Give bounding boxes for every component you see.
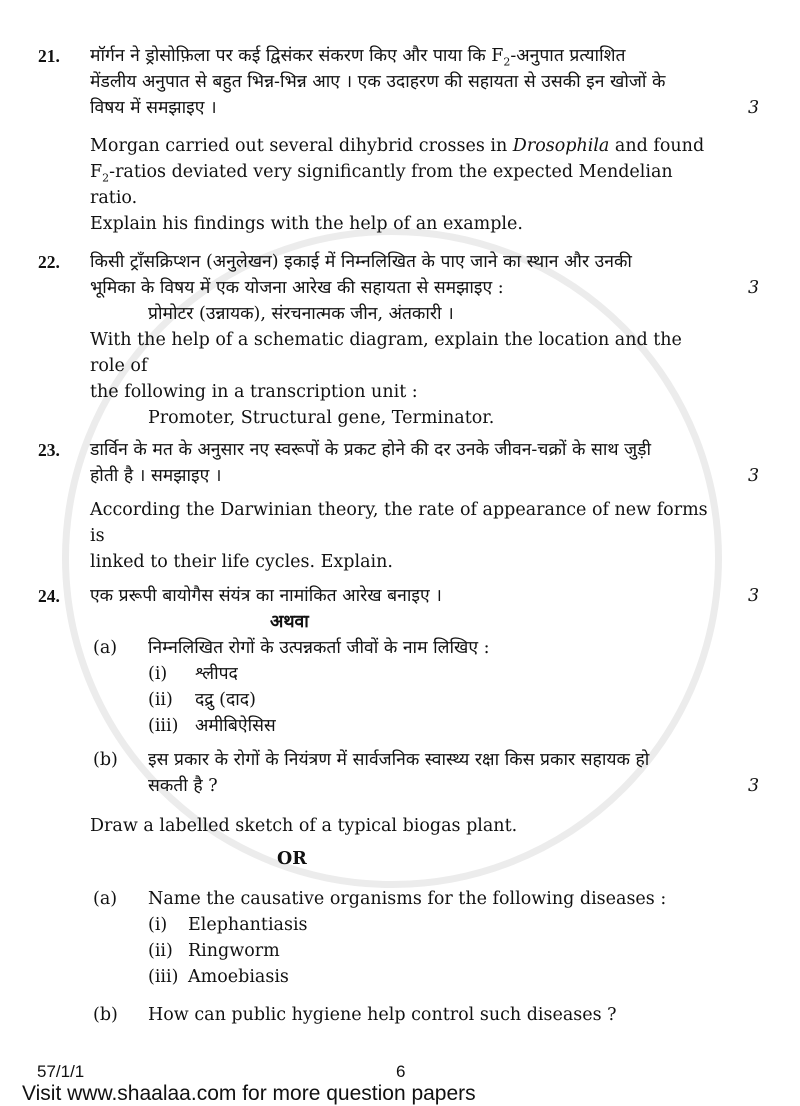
q24-english-part-a [0, 886, 800, 990]
q21-hindi-line: मेंडलीय अनुपात से बहुत भिन्न-भिन्न आए । एक उदाहरण की सहायता से उसकी इन खोजों के [90, 72, 666, 92]
disease-item: अमीबिऐसिस [195, 716, 276, 736]
marks: 3 [748, 98, 760, 118]
question-22-hindi-terms [0, 301, 800, 327]
q22-hindi-line: किसी ट्राँसक्रिप्शन (अनुलेखन) इकाई में निम्नलिखित के पाए जाने का स्थान और उनकी [90, 252, 632, 272]
q24-english-a: Name the causative organisms for the following diseases : [148, 889, 667, 909]
visit-link[interactable]: Visit www.shaalaa.com for more question papers [22, 1082, 476, 1105]
q21-english-line: Explain his findings with the help of an example. [90, 214, 523, 234]
paper-code: 57/1/1 [37, 1062, 85, 1081]
or-row-hindi [0, 609, 800, 635]
part-label: (b) [93, 1005, 118, 1025]
disease-item: दद्रु (दाद) [195, 690, 256, 710]
q23-english-line: According the Darwinian theory, the rate of appearance of new forms is [90, 500, 708, 546]
disease-item: Elephantiasis [188, 915, 308, 935]
q24-english-part-b [0, 1002, 800, 1028]
q22-english-line: With the help of a schematic diagram, explain the location and the role of [90, 330, 682, 376]
marks: 3 [748, 278, 760, 298]
q24-english-main: Draw a labelled sketch of a typical biogas plant. [90, 816, 518, 836]
disease-item: श्लीपद [195, 664, 238, 684]
q24-hindi-part-a [0, 635, 800, 739]
part-label: (a) [93, 638, 118, 658]
q24-hindi-b: इस प्रकार के रोगों के नियंत्रण में सार्वजनिक स्वास्थ्य रक्षा किस प्रकार सहायक हो [148, 750, 650, 770]
q24-hindi-b: सकती है ? [148, 776, 218, 796]
q23-english-line: linked to their life cycles. Explain. [90, 552, 393, 572]
question-number: 21. [38, 46, 60, 66]
question-22-hindi [0, 249, 800, 301]
q24-hindi-part-b [0, 747, 800, 799]
q22-english-line: Promoter, Structural gene, Terminator. [148, 408, 495, 428]
q21-english-line: $F_2$-ratios deviated very significantly from the expected Mendelian ratio. [90, 162, 673, 208]
q24-hindi-main: एक प्ररूपी बायोगैस संयंत्र का नामांकित आरेख बनाइए । [90, 586, 442, 606]
marks: 3 [748, 586, 760, 606]
q24-english-b: How can public hygiene help control such diseases ? [148, 1005, 617, 1025]
marks: 3 [748, 776, 760, 796]
question-number: 22. [38, 252, 60, 272]
q23-hindi-line: डार्विन के मत के अनुसार नए स्वरूपों के प्रकट होने की दर उनके जीवन-चक्रों के साथ जुड़ी [90, 440, 651, 460]
q24-hindi-a: निम्नलिखित रोगों के उत्पन्नकर्ता जीवों के नाम लिखिए : [148, 638, 490, 658]
q21-hindi-line: मॉर्गन ने ड्रोसोफ़िला पर कई द्विसंकर संकरण किए और पाया कि $F_2-अनुपात$ प्रत्याशित [90, 46, 626, 69]
or-label: OR [277, 849, 307, 869]
question-21-english [0, 133, 800, 237]
question-24-hindi [0, 583, 800, 609]
or-label-hindi: अथवा [270, 612, 309, 632]
item-label: (iii) [148, 716, 179, 736]
item-label: (i) [148, 664, 168, 684]
or-row [0, 846, 800, 872]
disease-item: Amoebiasis [188, 967, 289, 987]
q23-hindi-line: होती है । समझाइए । [90, 466, 222, 486]
footer [0, 1062, 800, 1106]
question-22-english [0, 327, 800, 431]
question-number: 24. [38, 586, 60, 606]
question-23-english [0, 497, 800, 575]
item-label: (iii) [148, 967, 179, 987]
q22-hindi-line: प्रोमोटर (उन्नायक), संरचनात्मक जीन, अंतकारी । [148, 304, 454, 324]
item-label: (ii) [148, 941, 173, 961]
item-label: (i) [148, 915, 168, 935]
q22-hindi-line: भूमिका के विषय में एक योजना आरेख की सहायता से समझाइए : [90, 278, 504, 298]
marks: 3 [748, 466, 760, 486]
q21-english-line: Morgan carried out several dihybrid crosses in Drosophila and found [90, 136, 705, 156]
disease-item: Ringworm [188, 941, 280, 961]
page-number: 6 [396, 1062, 406, 1081]
q21-hindi-line: विषय में समझाइए । [90, 98, 217, 118]
q22-english-line: the following in a transcription unit : [90, 382, 418, 402]
question-number: 23. [38, 440, 60, 460]
q24-english-main-row [0, 813, 800, 839]
item-label: (ii) [148, 690, 173, 710]
part-label: (a) [93, 889, 118, 909]
part-label: (b) [93, 750, 118, 770]
question-23-hindi [0, 437, 800, 489]
question-21-hindi [0, 43, 800, 121]
